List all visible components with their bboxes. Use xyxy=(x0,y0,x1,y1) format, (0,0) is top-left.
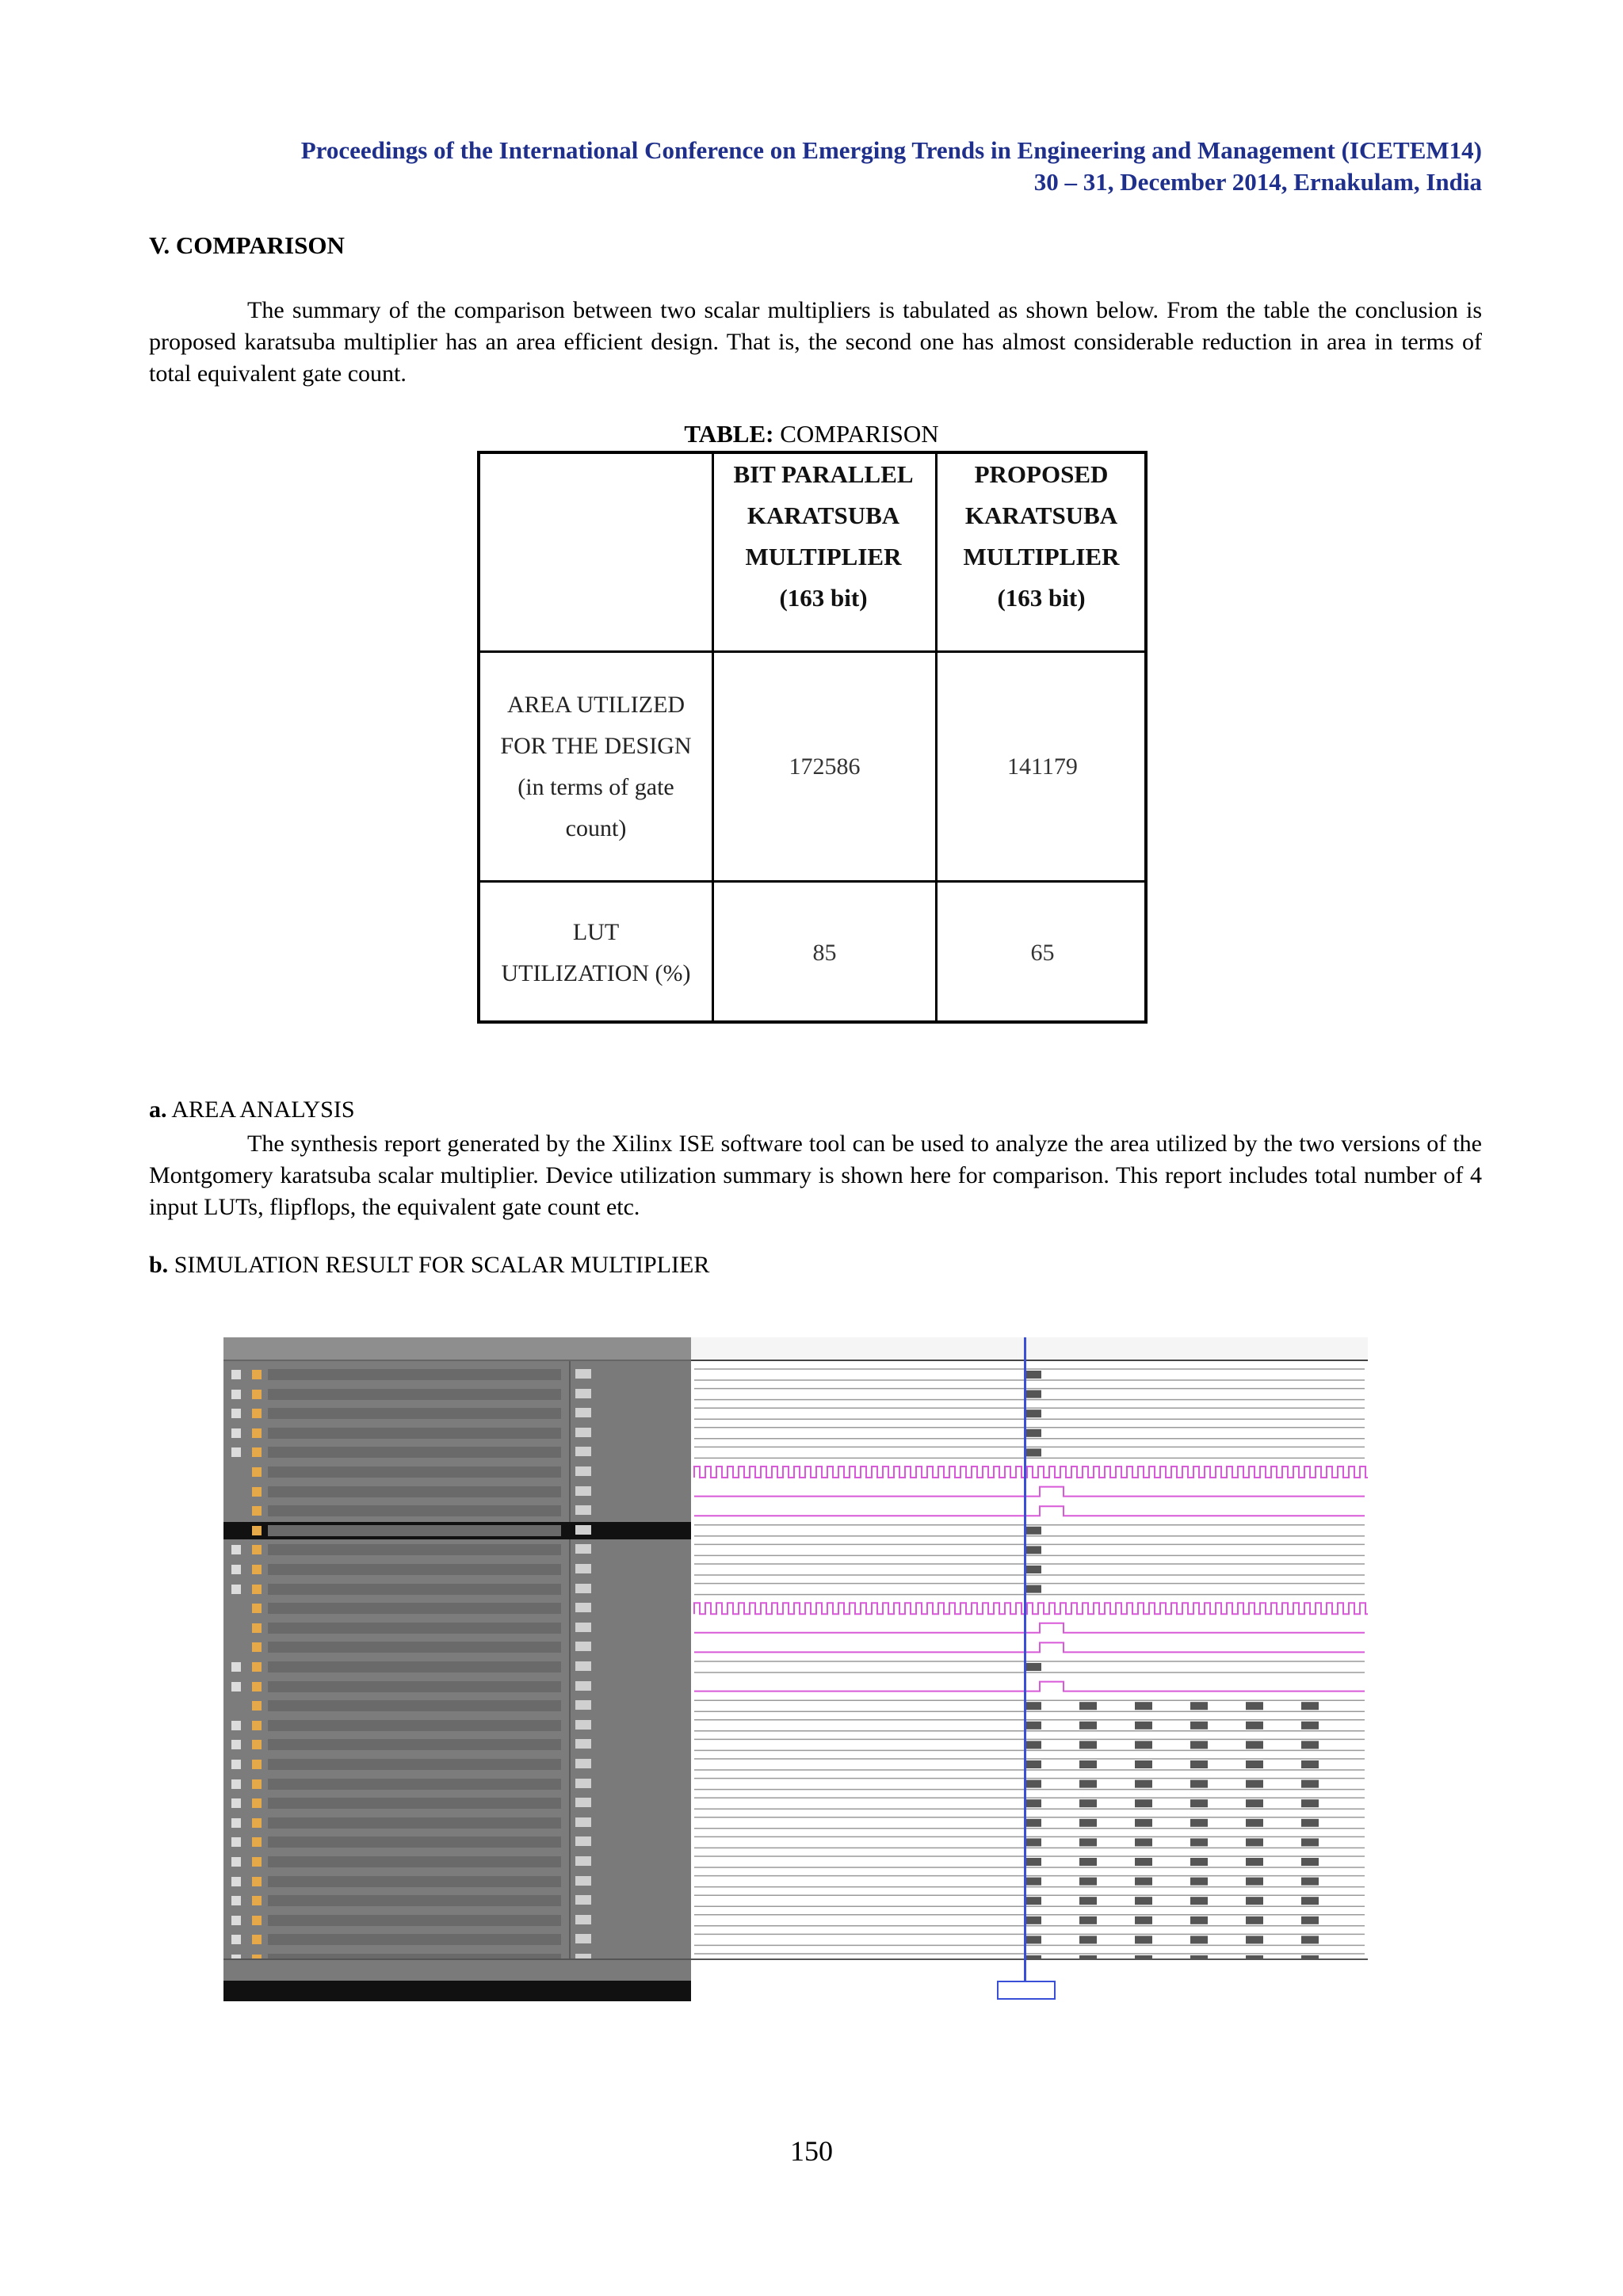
signal-row xyxy=(223,1853,691,1871)
signal-row xyxy=(223,1775,691,1793)
signal-row xyxy=(223,1502,691,1520)
table-caption xyxy=(0,420,1623,448)
cursor-time-box xyxy=(997,1981,1056,2000)
signal-row xyxy=(223,1541,691,1558)
table-row-lut-label: LUT UTILIZATION (%) xyxy=(501,919,691,986)
signal-row xyxy=(223,1717,691,1734)
signal-row xyxy=(223,1873,691,1890)
comparison-table xyxy=(477,451,1148,1024)
signal-panel-toolbar xyxy=(223,1337,691,1361)
table-cell-area-bit-parallel: 172586 xyxy=(789,753,861,780)
signal-row xyxy=(223,1386,691,1403)
signal-row xyxy=(223,1931,691,1948)
signal-row xyxy=(223,1425,691,1442)
signal-row xyxy=(223,1756,691,1773)
table-cell-area-proposed: 141179 xyxy=(1007,753,1078,780)
signal-row xyxy=(223,1736,691,1753)
table-cell-lut-bit-parallel: 85 xyxy=(812,940,837,966)
area-analysis-paragraph: The synthesis report generated by the Xilinx ISE software tool can be used to analyze the area utilized by the two versions of the Montgomery karatsuba scalar multiplier. Device utilization summary is shown here for comparison. This report includes total number of 4 input LUTs, flipflops, the equivalent gate count etc. xyxy=(149,1131,1482,1220)
area-analysis-heading: a. AREA ANALYSIS xyxy=(149,1097,355,1123)
waveform-cursor-bar xyxy=(223,1981,1368,2001)
table-header-bit-parallel: BIT PARALLEL KARATSUBA MULTIPLIER (163 bit) xyxy=(733,460,914,612)
section-title: V. COMPARISON xyxy=(149,231,345,259)
signal-row xyxy=(223,1912,691,1929)
signal-row xyxy=(223,1366,691,1383)
conference-header-line2: 30 – 31, December 2014, Ernakulam, India xyxy=(1033,168,1482,196)
signal-row xyxy=(223,1658,691,1676)
comparison-paragraph: The summary of the comparison between two scalar multipliers is tabulated as shown below. From the table the conclusion is proposed karatsuba multiplier has an area efficient design. That is, the second one has almost considerable reduction in area in terms of total equivalent gate count. xyxy=(149,297,1482,387)
signal-row xyxy=(223,1892,691,1909)
table-caption-text: COMPARISON xyxy=(773,420,939,448)
signal-row xyxy=(223,1638,691,1656)
signal-row xyxy=(223,1581,691,1598)
table-caption-bold: TABLE: xyxy=(684,420,774,448)
signal-row xyxy=(223,1463,691,1481)
simulation-heading: b. SIMULATION RESULT FOR SCALAR MULTIPLIER xyxy=(149,1252,710,1278)
waveform-panel xyxy=(691,1337,1368,2001)
signal-row xyxy=(223,1678,691,1695)
signal-row xyxy=(223,1619,691,1637)
signal-row xyxy=(223,1814,691,1832)
signal-row xyxy=(223,1483,691,1501)
table-row-area-label: AREA UTILIZED FOR THE DESIGN (in terms of gate count) xyxy=(500,691,692,841)
waveform-traces xyxy=(691,1337,1368,2001)
simulation-waveform-image xyxy=(223,1337,1368,2001)
table-header-proposed: PROPOSED KARATSUBA MULTIPLIER (163 bit) xyxy=(963,460,1120,612)
signal-row xyxy=(223,1405,691,1422)
signal-row xyxy=(223,1697,691,1714)
table-cell-lut-proposed: 65 xyxy=(1030,940,1055,966)
conference-header-line1: Proceedings of the International Conference on Emerging Trends in Engineering and Management (ICETEM14) xyxy=(300,136,1482,164)
waveform-time-bar xyxy=(223,1958,1368,1981)
signal-row xyxy=(223,1794,691,1812)
signal-row xyxy=(223,1561,691,1578)
signal-row xyxy=(223,1444,691,1461)
signal-row xyxy=(223,1522,691,1539)
signal-row xyxy=(223,1600,691,1617)
waveform-time-ruler xyxy=(691,1337,1368,1361)
waveform-cursor xyxy=(1024,1337,1026,1981)
signal-row xyxy=(223,1833,691,1851)
page-number: 150 xyxy=(790,2135,833,2167)
